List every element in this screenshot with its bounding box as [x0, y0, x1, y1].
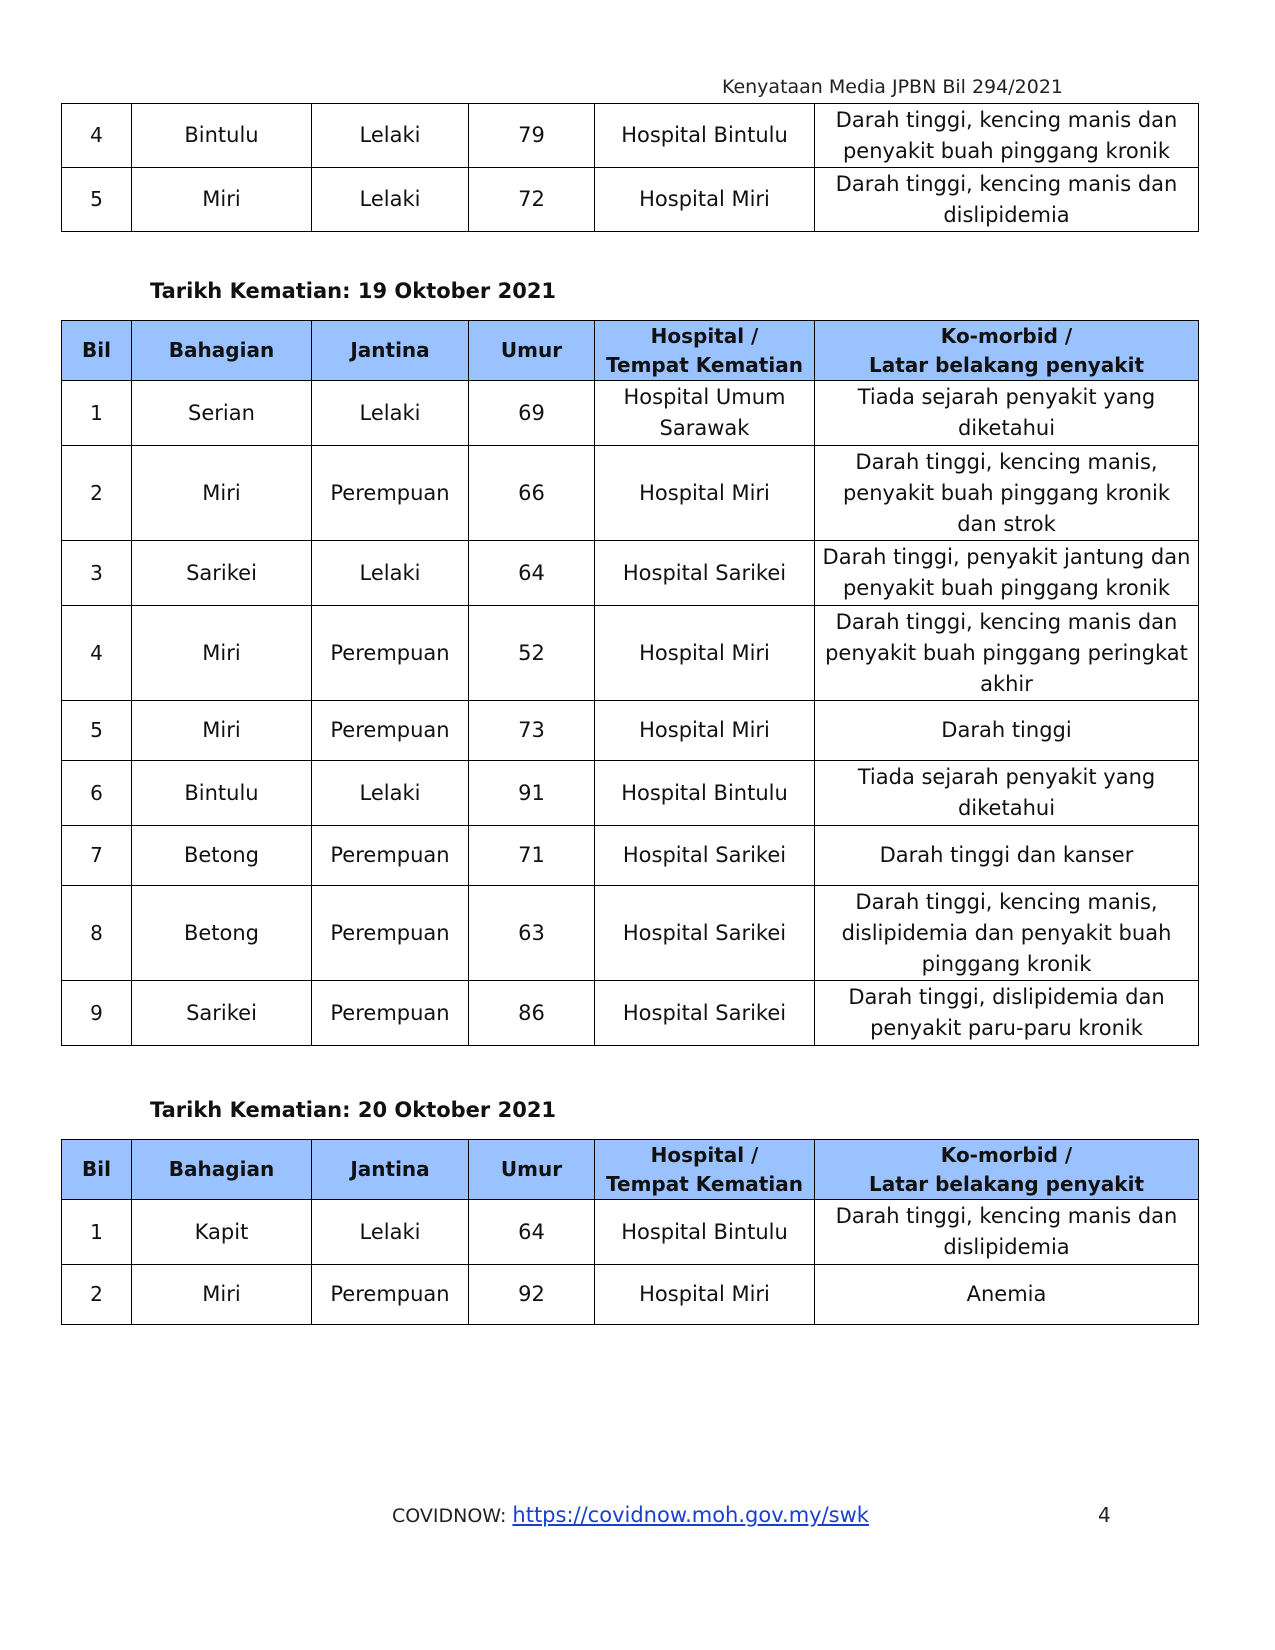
cell-umur: 64 — [469, 541, 595, 606]
cell-jantina: Lelaki — [312, 104, 469, 168]
section-title-20-oct: Tarikh Kematian: 20 Oktober 2021 — [150, 1098, 557, 1122]
cell-umur: 71 — [469, 826, 595, 886]
cell-jantina: Perempuan — [312, 981, 469, 1046]
table-header-row — [62, 321, 1199, 381]
cell-hospital: Hospital Miri — [595, 446, 815, 541]
col-header-umur: Umur — [469, 1140, 595, 1200]
cell-bahagian: Betong — [132, 886, 312, 981]
col-header-hospital-line1: Hospital / — [650, 1142, 759, 1167]
cell-bil: 6 — [62, 761, 132, 826]
cell-jantina: Perempuan — [312, 606, 469, 701]
col-header-komorbid-line2: Latar belakang penyakit — [868, 1171, 1145, 1196]
col-header-komorbid-line1: Ko-morbid / — [940, 1142, 1073, 1167]
cell-komorbid: Darah tinggi — [815, 701, 1199, 761]
cell-bil: 1 — [62, 381, 132, 446]
cell-jantina: Lelaki — [312, 761, 469, 826]
cell-hospital: Hospital Umum Sarawak — [595, 381, 815, 446]
cell-komorbid: Darah tinggi, kencing manis, penyakit buah pinggang kronik dan strok — [815, 446, 1199, 541]
cell-hospital: Hospital Miri — [595, 701, 815, 761]
cell-bahagian: Miri — [132, 1265, 312, 1325]
col-header-hospital — [595, 1140, 815, 1200]
col-header-bahagian: Bahagian — [132, 1140, 312, 1200]
table-row — [62, 761, 1199, 826]
continued-deaths-table — [61, 103, 1199, 232]
cell-komorbid: Darah tinggi, penyakit jantung dan penyakit buah pinggang kronik — [815, 541, 1199, 606]
footer-label: COVIDNOW: — [392, 1505, 513, 1527]
cell-bil: 2 — [62, 446, 132, 541]
cell-bil: 3 — [62, 541, 132, 606]
col-header-komorbid — [815, 1140, 1199, 1200]
cell-hospital: Hospital Sarikei — [595, 541, 815, 606]
cell-bil: 9 — [62, 981, 132, 1046]
cell-komorbid: Darah tinggi dan kanser — [815, 826, 1199, 886]
cell-umur: 86 — [469, 981, 595, 1046]
table-row — [62, 541, 1199, 606]
cell-umur: 66 — [469, 446, 595, 541]
cell-umur: 69 — [469, 381, 595, 446]
col-header-hospital-line2: Tempat Kematian — [606, 1171, 803, 1196]
cell-bahagian: Betong — [132, 826, 312, 886]
cell-jantina: Perempuan — [312, 826, 469, 886]
cell-komorbid: Darah tinggi, kencing manis dan dislipidemia — [815, 168, 1199, 232]
table-row — [62, 446, 1199, 541]
cell-hospital: Hospital Bintulu — [595, 761, 815, 826]
cell-hospital: Hospital Bintulu — [595, 104, 815, 168]
cell-bahagian: Miri — [132, 168, 312, 232]
table-row — [62, 886, 1199, 981]
cell-jantina: Perempuan — [312, 701, 469, 761]
col-header-bil: Bil — [62, 1140, 132, 1200]
cell-hospital: Hospital Sarikei — [595, 826, 815, 886]
cell-umur: 79 — [469, 104, 595, 168]
cell-hospital: Hospital Miri — [595, 168, 815, 232]
cell-umur: 52 — [469, 606, 595, 701]
col-header-jantina: Jantina — [312, 321, 469, 381]
cell-jantina: Perempuan — [312, 886, 469, 981]
table-row — [62, 826, 1199, 886]
table-header-row — [62, 1140, 1199, 1200]
col-header-hospital — [595, 321, 815, 381]
cell-bil: 5 — [62, 168, 132, 232]
cell-bil: 4 — [62, 104, 132, 168]
cell-bil: 2 — [62, 1265, 132, 1325]
page-number: 4 — [1098, 1503, 1111, 1527]
cell-hospital: Hospital Miri — [595, 1265, 815, 1325]
col-header-jantina: Jantina — [312, 1140, 469, 1200]
table-row — [62, 1200, 1199, 1265]
cell-bil: 5 — [62, 701, 132, 761]
cell-umur: 72 — [469, 168, 595, 232]
section-title-19-oct: Tarikh Kematian: 19 Oktober 2021 — [150, 279, 557, 303]
table-row — [62, 104, 1199, 168]
cell-komorbid: Darah tinggi, kencing manis, dislipidemia dan penyakit buah pinggang kronik — [815, 886, 1199, 981]
col-header-bahagian: Bahagian — [132, 321, 312, 381]
continued-table-body — [62, 104, 1199, 232]
col-header-bil: Bil — [62, 321, 132, 381]
covidnow-link[interactable]: https://covidnow.moh.gov.my/swk — [512, 1503, 869, 1527]
deaths-table-19-oct — [61, 320, 1199, 1046]
cell-komorbid: Tiada sejarah penyakit yang diketahui — [815, 381, 1199, 446]
cell-hospital: Hospital Bintulu — [595, 1200, 815, 1265]
cell-jantina: Lelaki — [312, 168, 469, 232]
cell-jantina: Lelaki — [312, 381, 469, 446]
col-header-hospital-line2: Tempat Kematian — [606, 352, 803, 377]
cell-hospital: Hospital Miri — [595, 606, 815, 701]
cell-jantina: Perempuan — [312, 1265, 469, 1325]
cell-umur: 92 — [469, 1265, 595, 1325]
document-reference: Kenyataan Media JPBN Bil 294/2021 — [721, 76, 1063, 98]
cell-umur: 64 — [469, 1200, 595, 1265]
col-header-komorbid — [815, 321, 1199, 381]
cell-komorbid: Anemia — [815, 1265, 1199, 1325]
col-header-umur: Umur — [469, 321, 595, 381]
cell-komorbid: Darah tinggi, dislipidemia dan penyakit paru-paru kronik — [815, 981, 1199, 1046]
table-row — [62, 381, 1199, 446]
table-row — [62, 168, 1199, 232]
cell-bahagian: Bintulu — [132, 104, 312, 168]
cell-jantina: Perempuan — [312, 446, 469, 541]
deaths-table-20-oct — [61, 1139, 1199, 1325]
col-header-hospital-line1: Hospital / — [650, 323, 759, 348]
cell-bahagian: Miri — [132, 701, 312, 761]
footer-source — [392, 1503, 869, 1527]
cell-komorbid: Tiada sejarah penyakit yang diketahui — [815, 761, 1199, 826]
cell-bahagian: Miri — [132, 606, 312, 701]
cell-hospital: Hospital Sarikei — [595, 981, 815, 1046]
cell-bil: 1 — [62, 1200, 132, 1265]
cell-hospital: Hospital Sarikei — [595, 886, 815, 981]
table-row — [62, 1265, 1199, 1325]
cell-bahagian: Sarikei — [132, 541, 312, 606]
table-row — [62, 701, 1199, 761]
col-header-komorbid-line2: Latar belakang penyakit — [868, 352, 1145, 377]
cell-bil: 4 — [62, 606, 132, 701]
cell-bahagian: Sarikei — [132, 981, 312, 1046]
col-header-komorbid-line1: Ko-morbid / — [940, 323, 1073, 348]
cell-bil: 7 — [62, 826, 132, 886]
cell-bahagian: Miri — [132, 446, 312, 541]
cell-bahagian: Serian — [132, 381, 312, 446]
cell-komorbid: Darah tinggi, kencing manis dan dislipidemia — [815, 1200, 1199, 1265]
cell-bahagian: Bintulu — [132, 761, 312, 826]
cell-bahagian: Kapit — [132, 1200, 312, 1265]
cell-bil: 8 — [62, 886, 132, 981]
cell-umur: 73 — [469, 701, 595, 761]
cell-komorbid: Darah tinggi, kencing manis dan penyakit buah pinggang kronik — [815, 104, 1199, 168]
cell-komorbid: Darah tinggi, kencing manis dan penyakit buah pinggang peringkat akhir — [815, 606, 1199, 701]
table-row — [62, 606, 1199, 701]
cell-umur: 63 — [469, 886, 595, 981]
cell-jantina: Lelaki — [312, 541, 469, 606]
cell-jantina: Lelaki — [312, 1200, 469, 1265]
table-row — [62, 981, 1199, 1046]
cell-umur: 91 — [469, 761, 595, 826]
